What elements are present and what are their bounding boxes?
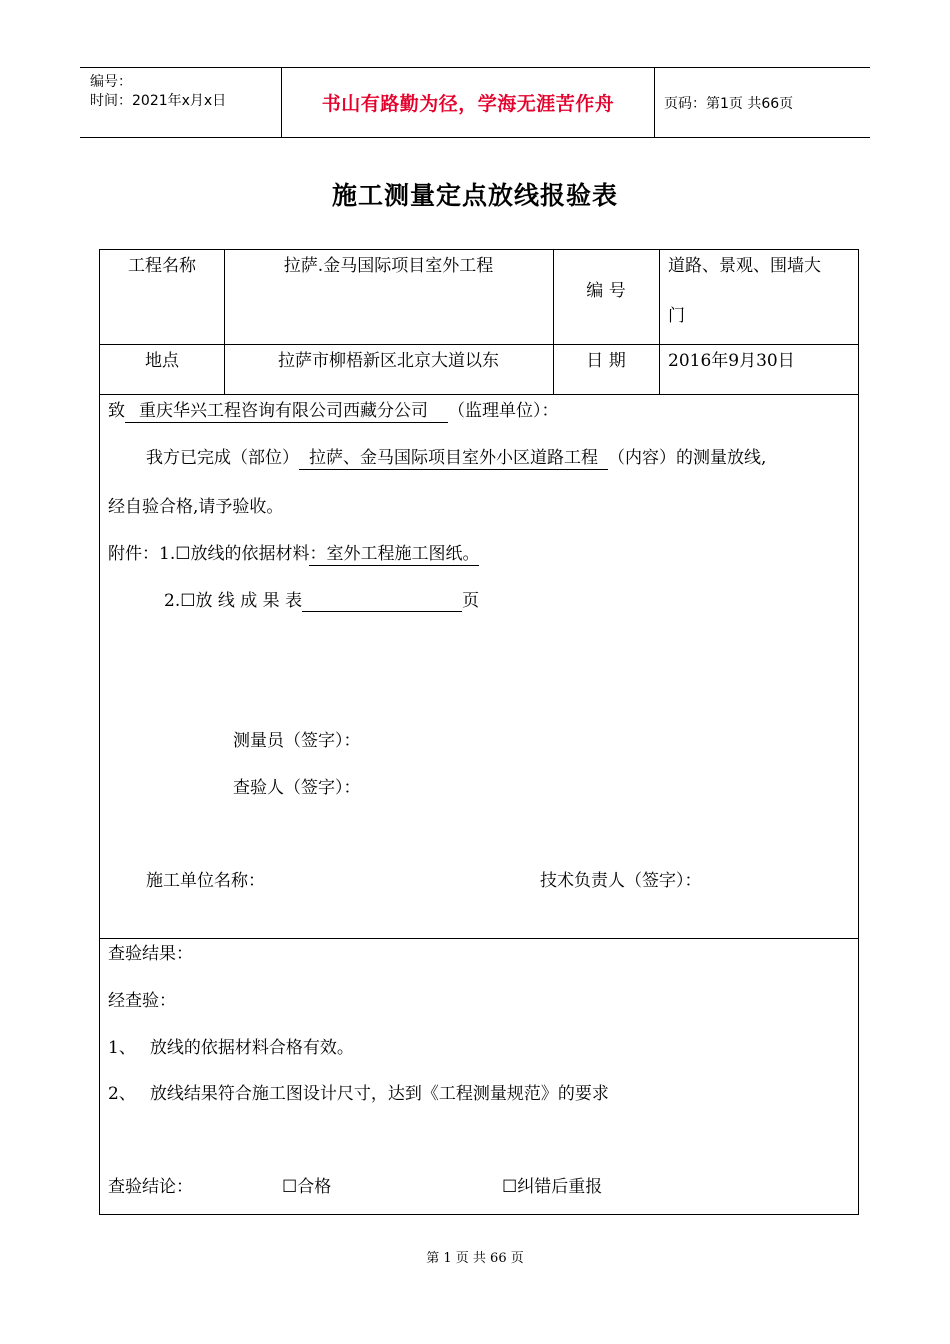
number-value-line2: 门 xyxy=(668,306,685,326)
header-motto: 书山有路勤为径，学海无涯苦作舟 xyxy=(321,93,615,115)
surveyor-signature-label: 测量员（签字）： xyxy=(233,731,361,751)
header-divider xyxy=(654,68,655,137)
attachment-1-basis: ：室外工程施工图纸。 xyxy=(309,544,480,564)
project-name-value: 拉萨.金马国际项目室外工程 xyxy=(283,256,494,276)
addressee-company: 重庆华兴工程咨询有限公司西藏分公司 xyxy=(125,401,448,423)
header-time: 时间：2021年x月x日 xyxy=(90,93,227,109)
completion-suffix: （内容）的测量放线, xyxy=(608,448,767,468)
result-item-1-text: 放线的依据材料合格有效。 xyxy=(149,1038,354,1058)
completion-prefix: 我方已完成（部位） xyxy=(146,448,299,468)
result-item-2-number: 2、 xyxy=(108,1084,136,1104)
addressee-line xyxy=(108,400,559,422)
location-value: 拉萨市柳梧新区北京大道以东 xyxy=(278,351,499,371)
addressee-prefix: 致 xyxy=(108,401,125,421)
col-divider xyxy=(659,250,660,394)
conclusion-pass-checkbox[interactable]: ☐合格 xyxy=(282,1177,332,1197)
project-name-label: 工程名称 xyxy=(128,256,196,276)
result-item-1 xyxy=(108,1037,354,1059)
header-page-number: 页码：第1页 共66页 xyxy=(664,95,794,112)
row-divider xyxy=(100,938,858,939)
attachment-1-prefix: 附件：1.☐放线的依据材料 xyxy=(108,544,310,564)
attachment-2-blank xyxy=(302,591,462,612)
number-label: 编 号 xyxy=(586,281,626,301)
result-heading: 查验结果： xyxy=(108,944,193,964)
header-meta xyxy=(90,73,226,111)
contractor-name-label: 施工单位名称： xyxy=(146,871,265,891)
completion-line xyxy=(146,447,766,469)
row-divider xyxy=(100,344,858,345)
result-item-2 xyxy=(108,1083,609,1105)
self-check-text: 经自验合格,请予验收。 xyxy=(108,497,284,517)
attachment-2-suffix: 页 xyxy=(462,591,480,611)
number-value xyxy=(668,255,858,327)
header-number-label: 编号： xyxy=(90,74,132,90)
addressee-suffix: （监理单位）： xyxy=(448,401,559,421)
conclusion-label: 查验结论： xyxy=(108,1177,193,1197)
col-divider xyxy=(553,250,554,394)
attachment-2-prefix: 2.☐放 线 成 果 表 xyxy=(164,591,303,611)
completion-part: 拉萨、金马国际项目室外小区道路工程 xyxy=(299,448,608,470)
date-value: 2016年9月30日 xyxy=(668,351,795,371)
result-item-1-number: 1、 xyxy=(108,1038,136,1058)
result-item-2-text: 放线结果符合施工图设计尺寸，达到《工程测量规范》的要求 xyxy=(149,1084,609,1104)
result-checked: 经查验： xyxy=(108,991,176,1011)
date-label: 日 期 xyxy=(586,351,626,371)
attachment-2-line xyxy=(164,590,479,612)
number-value-line1: 道路、景观、围墙大 xyxy=(668,256,821,276)
location-label: 地点 xyxy=(145,351,179,371)
page-footer: 第 1 页 共 66 页 xyxy=(426,1251,524,1266)
attachment-1-line xyxy=(108,543,479,565)
row-divider xyxy=(100,394,858,395)
inspector-signature-label: 查验人（签字）： xyxy=(233,778,361,798)
conclusion-resubmit-checkbox[interactable]: ☐纠错后重报 xyxy=(502,1177,603,1197)
tech-lead-signature-label: 技术负责人（签字）： xyxy=(540,871,702,891)
page-header xyxy=(80,67,870,138)
inspection-form xyxy=(99,249,859,1215)
document-title: 施工测量定点放线报验表 xyxy=(331,181,618,210)
